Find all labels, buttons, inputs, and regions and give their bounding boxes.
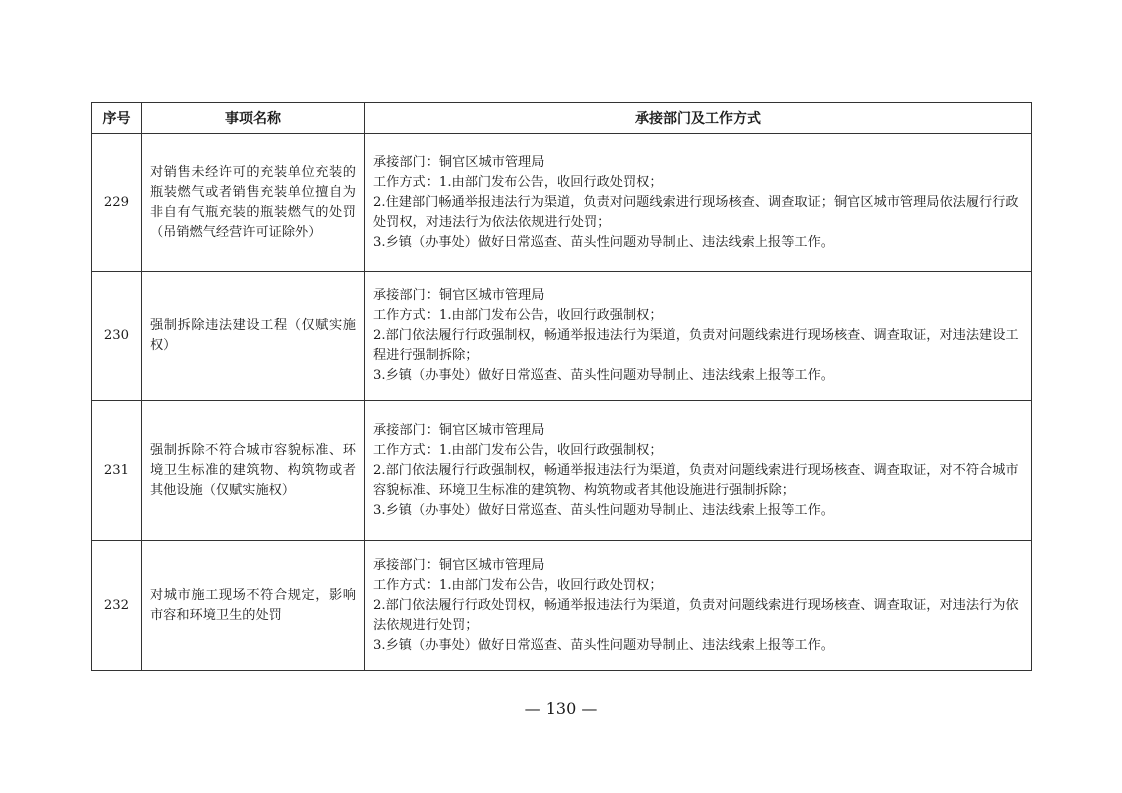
- row-item-name: 对城市施工现场不符合规定，影响市容和环境卫生的处罚: [142, 541, 365, 671]
- table-row: [92, 541, 1032, 671]
- row-line: 工作方式：1.由部门发布公告，收回行政处罚权；: [373, 577, 663, 593]
- row-line: 工作方式：1.由部门发布公告，收回行政处罚权；: [373, 174, 663, 190]
- table-row: [92, 401, 1032, 541]
- row-item-name: 对销售未经许可的充装单位充装的瓶装燃气或者销售充装单位擅自为非自有气瓶充装的瓶装燃气的处罚（吊销燃气经营许可证除外）: [142, 134, 365, 272]
- row-line: 承接部门：铜官区城市管理局: [373, 154, 545, 170]
- row-line: 3.乡镇（办事处）做好日常巡查、苗头性问题劝导制止、违法线索上报等工作。: [373, 502, 834, 518]
- row-line: 工作方式：1.由部门发布公告，收回行政强制权；: [373, 308, 663, 323]
- row-line: 工作方式：1.由部门发布公告，收回行政强制权；: [373, 442, 663, 458]
- header-number: 序号: [92, 103, 142, 134]
- row-line: 3.乡镇（办事处）做好日常巡查、苗头性问题劝导制止、违法线索上报等工作。: [373, 368, 834, 383]
- row-department-cell: [365, 134, 1032, 272]
- header-department: 承接部门及工作方式: [365, 103, 1032, 134]
- row-line: 3.乡镇（办事处）做好日常巡查、苗头性问题劝导制止、违法线索上报等工作。: [373, 637, 834, 653]
- row-department-cell: [365, 401, 1032, 541]
- row-line: 2.住建部门畅通举报违法行为渠道，负责对问题线索进行现场核查、调查取证；铜官区城市管理局依法履行行政处罚权，对违法行为依法依规进行处罚；: [373, 194, 1019, 230]
- row-line: 承接部门：铜官区城市管理局: [373, 422, 545, 438]
- row-line: 承接部门：铜官区城市管理局: [373, 288, 545, 303]
- row-item-name: 强制拆除不符合城市容貌标准、环境卫生标准的建筑物、构筑物或者其他设施（仅赋实施权）: [142, 401, 365, 541]
- header-item-name: 事项名称: [142, 103, 365, 134]
- row-number: 231: [92, 401, 142, 541]
- row-line: 3.乡镇（办事处）做好日常巡查、苗头性问题劝导制止、违法线索上报等工作。: [373, 234, 834, 250]
- row-line: 2.部门依法履行行政处罚权，畅通举报违法行为渠道，负责对问题线索进行现场核查、调查取证，对违法行为依法依规进行处罚；: [373, 597, 1019, 633]
- table-row: [92, 272, 1032, 401]
- row-department-cell: [365, 541, 1032, 671]
- row-department-cell: [365, 272, 1032, 401]
- row-number: 229: [92, 134, 142, 272]
- item-table: [91, 102, 1032, 671]
- row-line: 2.部门依法履行行政强制权，畅通举报违法行为渠道，负责对问题线索进行现场核查、调查取证，对违法建设工程进行强制拆除；: [373, 328, 1019, 363]
- row-number: 232: [92, 541, 142, 671]
- row-number: 230: [92, 272, 142, 401]
- row-item-name: 强制拆除违法建设工程（仅赋实施权）: [142, 272, 365, 401]
- table-row: [92, 134, 1032, 272]
- row-line: 承接部门：铜官区城市管理局: [373, 557, 545, 573]
- table-header-row: [92, 103, 1032, 134]
- row-line: 2.部门依法履行行政强制权，畅通举报违法行为渠道，负责对问题线索进行现场核查、调查取证，对不符合城市容貌标准、环境卫生标准的建筑物、构筑物或者其他设施进行强制拆除；: [373, 462, 1019, 498]
- page-number: — 130 —: [524, 699, 598, 718]
